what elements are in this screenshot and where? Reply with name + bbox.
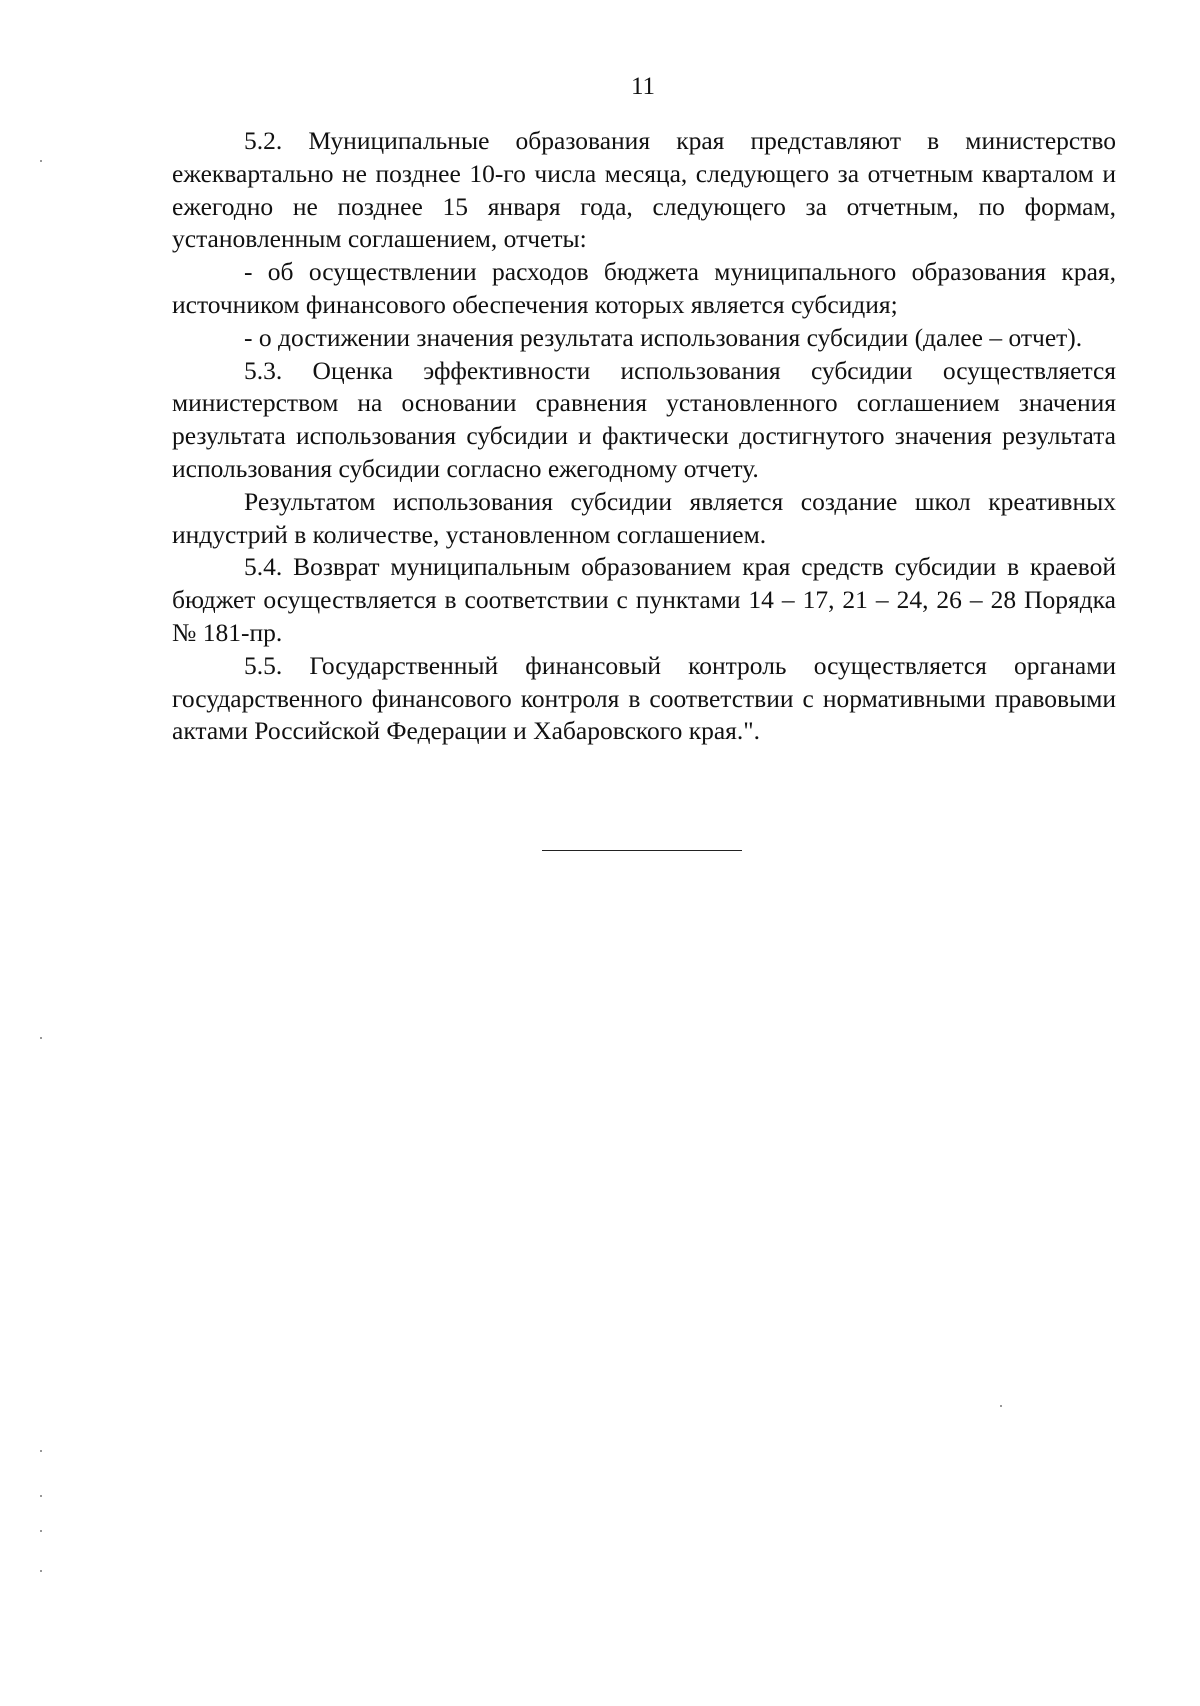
scan-artifact bbox=[40, 1037, 42, 1039]
scan-artifact bbox=[40, 160, 42, 162]
scan-artifact bbox=[40, 1495, 42, 1497]
paragraph-5-3: 5.3. Оценка эффективности использования субсидии осуществляется министерством на основании сравнения установленного соглашением значения результата использования субсидии и фактически достигнутого значения результата использования субсидии согласно ежегодному отчету. bbox=[172, 355, 1116, 483]
end-of-text-rule bbox=[542, 850, 742, 851]
document-body bbox=[172, 125, 1116, 748]
paragraph-5-2-list-item: - об осуществлении расходов бюджета муниципального образования края, источником финансового обеспечения которых является субсидия; bbox=[172, 257, 1116, 319]
page-number: 11 bbox=[630, 73, 656, 100]
scan-artifact bbox=[1000, 1405, 1002, 1407]
paragraph-5-5: 5.5. Государственный финансовый контроль осуществляется органами государственного финансового контроля в соответствии с нормативными правовыми актами Российской Федерации и Хабаровского края.". bbox=[172, 650, 1116, 746]
scan-artifact bbox=[40, 1530, 42, 1532]
paragraph-5-2-list-item: - о достижении значения результата использования субсидии (далее – отчет). bbox=[244, 322, 1083, 352]
scan-artifact bbox=[40, 1570, 42, 1572]
scan-artifact bbox=[40, 1450, 42, 1452]
paragraph-5-2: 5.2. Муниципальные образования края представляют в министерство ежеквартально не позднее 10-го числа месяца, следующего за отчетным кварталом и ежегодно не позднее 15 января года, следующего за отчетным, по формам, установленным соглашением, отчеты: bbox=[172, 126, 1116, 254]
paragraph-5-4: 5.4. Возврат муниципальным образованием края средств субсидии в краевой бюджет осуществляется в соответствии с пунктами 14 – 17, 21 – 24, 26 – 28 Порядка № 181-пр. bbox=[172, 552, 1116, 647]
paragraph-5-3-result: Результатом использования субсидии является создание школ креативных индустрий в количестве, установленном соглашением. bbox=[172, 486, 1116, 549]
